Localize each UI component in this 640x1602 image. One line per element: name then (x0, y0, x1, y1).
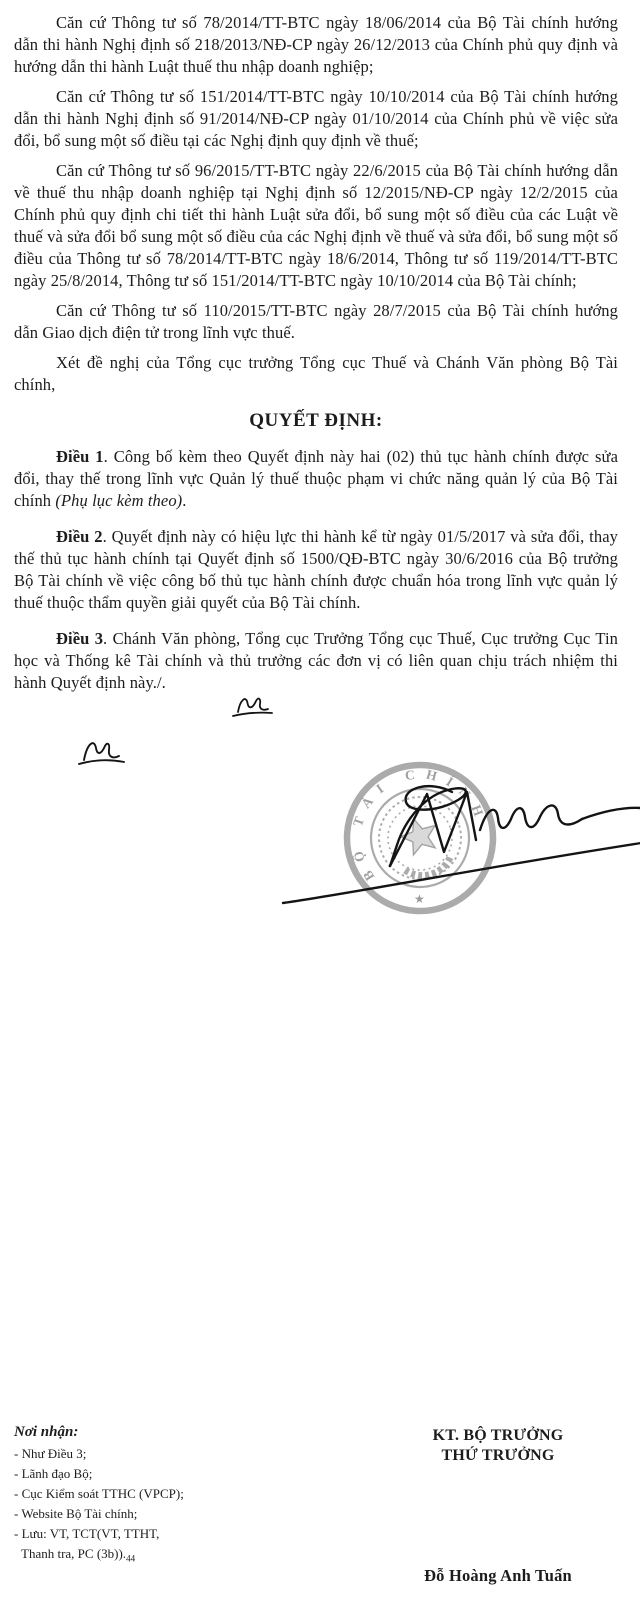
recipient-item: - Website Bộ Tài chính; (14, 1506, 138, 1521)
article-1-tail: . (182, 491, 187, 510)
stamp-wreath-inner (380, 798, 461, 879)
article-1 (14, 446, 618, 512)
article-2-label: Điều 2 (56, 527, 103, 546)
recipient-item: - Cục Kiểm soát TTHC (VPCP); (14, 1486, 184, 1501)
preamble-paragraph-5: Xét đề nghị của Tổng cục trưởng Tổng cục Thuế và Chánh Văn phòng Bộ Tài chính, (14, 353, 618, 394)
recipients-block (14, 1424, 314, 1569)
article-2 (14, 526, 618, 614)
stamp-gear-base (405, 855, 454, 881)
recipient-item: - Như Điều 3; (14, 1446, 87, 1461)
recipients-label: Nơi nhận: (14, 1424, 79, 1440)
signature-block (378, 1426, 618, 1586)
signer-role-line2: THỨ TRƯỞNG (441, 1447, 555, 1464)
article-3-label: Điều 3 (56, 629, 104, 648)
article-3-text: . Chánh Văn phòng, Tổng cục Trưởng Tổng cục Thuế, Cục trưởng Cục Tin học và Thống kê Tài chính và thủ trưởng các đơn vị có liên quan chịu trách nhiệm thi hành Quyết định này./. (14, 629, 618, 692)
article-2-text: . Quyết định này có hiệu lực thi hành kể từ ngày 01/5/2017 và sửa đổi, thay thế thủ tục hành chính tại Quyết định số 1500/QĐ-BTC ngày 30/6/2016 của Bộ trưởng Bộ Tài chính về việc công bố thủ tục hành chính được chuẩn hóa trong lĩnh vực quản lý thuế thuộc thẩm quyền giải quyết của Bộ Tài chính. (14, 527, 618, 612)
recipient-item: - Lưu: VT, TCT(VT, TTHT, (14, 1526, 160, 1541)
decision-heading: QUYẾT ĐỊNH: (249, 410, 383, 431)
preamble-paragraph-1: Căn cứ Thông tư số 78/2014/TT-BTC ngày 18/06/2014 của Bộ Tài chính hướng dẫn thi hành Nghị định số 218/2013/NĐ-CP ngày 26/12/2013 của Chính phủ quy định và hướng dẫn thi hành Luật thuế thu nhập doanh nghiệp; (14, 13, 618, 76)
initials-mark-article (233, 699, 272, 716)
article-1-label: Điều 1 (56, 447, 104, 466)
stamp-outer-ring (328, 746, 512, 920)
stamp-inner-ring (358, 776, 481, 899)
preamble-paragraph-3: Căn cứ Thông tư số 96/2015/TT-BTC ngày 22/6/2015 của Bộ Tài chính hướng dẫn về thuế thu nhập doanh nghiệp tại Nghị định số 12/2015/NĐ-CP ngày 12/2/2015 của Chính phủ quy định chi tiết thi hành Luật sửa đổi, bổ sung một số điều của các Luật về thuế và sửa đổi bổ sung một số điều của các Nghị định về thuế và sửa đổi, bổ sung một số điều của Thông tư số 78/2014/TT-BTC ngày 18/6/2014, Thông tư số 119/2014/TT-BTC ngày 25/8/2014, Thông tư số 151/2014/TT-BTC ngày 10/10/2014 của Bộ Tài chính; (14, 161, 618, 290)
preamble-paragraph-2: Căn cứ Thông tư số 151/2014/TT-BTC ngày 10/10/2014 của Bộ Tài chính hướng dẫn thi hành Nghị định số 91/2014/NĐ-CP ngày 01/10/2014 của Chính phủ về việc sửa đổi, bổ sung một số điều tại các Nghị định quy định về thuế; (14, 87, 618, 150)
recipient-item-continuation (14, 1544, 314, 1569)
document-body (14, 12, 618, 694)
article-1-text: . Công bố kèm theo Quyết định này hai (02) thủ tục hành chính được sửa đổi, thay thế trong lĩnh vực Quản lý thuế thuộc phạm vi chức năng quản lý của Bộ Tài chính (14, 447, 618, 510)
article-3 (14, 628, 618, 694)
recipient-subscript: 44 (126, 1553, 136, 1564)
preamble-paragraph-4: Căn cứ Thông tư số 110/2015/TT-BTC ngày 28/7/2015 của Bộ Tài chính hướng dẫn Giao dịch điện tử trong lĩnh vực thuế. (14, 301, 618, 342)
stamp-ring-label: BỘ TÀI CHÍNH (348, 766, 490, 884)
signer-name: Đỗ Hoàng Anh Tuấn (424, 1566, 572, 1585)
stamp-edge-star-icon: ★ (414, 892, 425, 906)
signer-role-line1: KT. BỘ TRƯỞNG (432, 1427, 564, 1444)
document-footer (0, 1424, 640, 1602)
stamp-star-emblem (397, 813, 442, 856)
signature-scribble (283, 786, 640, 903)
initials-mark-recipients (79, 743, 124, 764)
article-1-italic-note: (Phụ lục kèm theo) (55, 491, 183, 510)
recipient-item: - Lãnh đạo Bộ; (14, 1466, 93, 1481)
stamp-wreath-outer (368, 786, 471, 889)
recipient-item-text: Thanh tra, PC (3b)). (21, 1546, 127, 1561)
